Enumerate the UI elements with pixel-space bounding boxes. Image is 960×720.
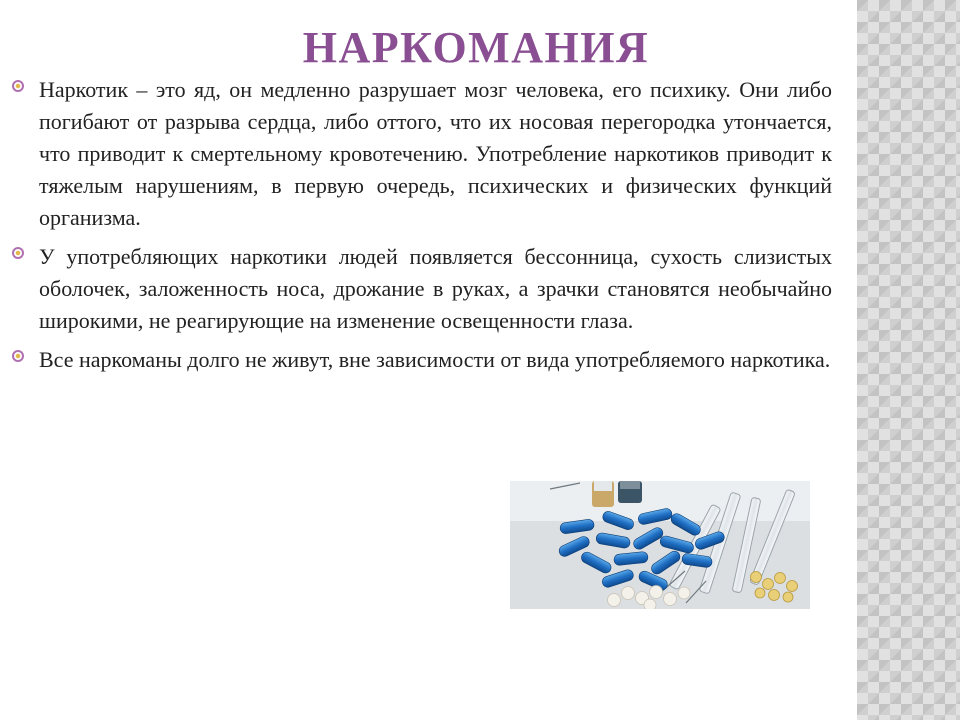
slide-title: НАРКОМАНИЯ [302,23,650,72]
bullet-text: У употребляющих наркотики людей появляется бессонница, сухость слизистых оболочек, заложенность носа, дрожание в руках, а зрачки становятся необычайно широкими, не реагирующие на изменение освещенности глаза. [39,244,832,333]
pills-and-syringes-photo [510,481,810,609]
circle-bullet-icon [12,80,24,92]
bullet-item [12,74,832,234]
slide-content [12,74,832,383]
bullet-text: Наркотик – это яд, он медленно разрушает мозг человека, его психику. Они либо погибают от разрыва сердца, либо оттого, что их носовая перегородка утончается, что приводит к смертельному кровотечению. Употребление наркотиков приводит к тяжелым нарушениям, в первую очередь, психических и физических функций организма. [39,77,832,230]
bullet-item [12,241,832,337]
pills-and-syringes-illustration [510,481,810,609]
bullet-item [12,344,832,376]
circle-bullet-icon [12,350,24,362]
bullet-text: Все наркоманы долго не живут, вне зависимости от вида употребляемого наркотика. [39,347,831,372]
circle-bullet-icon [12,247,24,259]
decorative-side-strip [857,0,960,720]
